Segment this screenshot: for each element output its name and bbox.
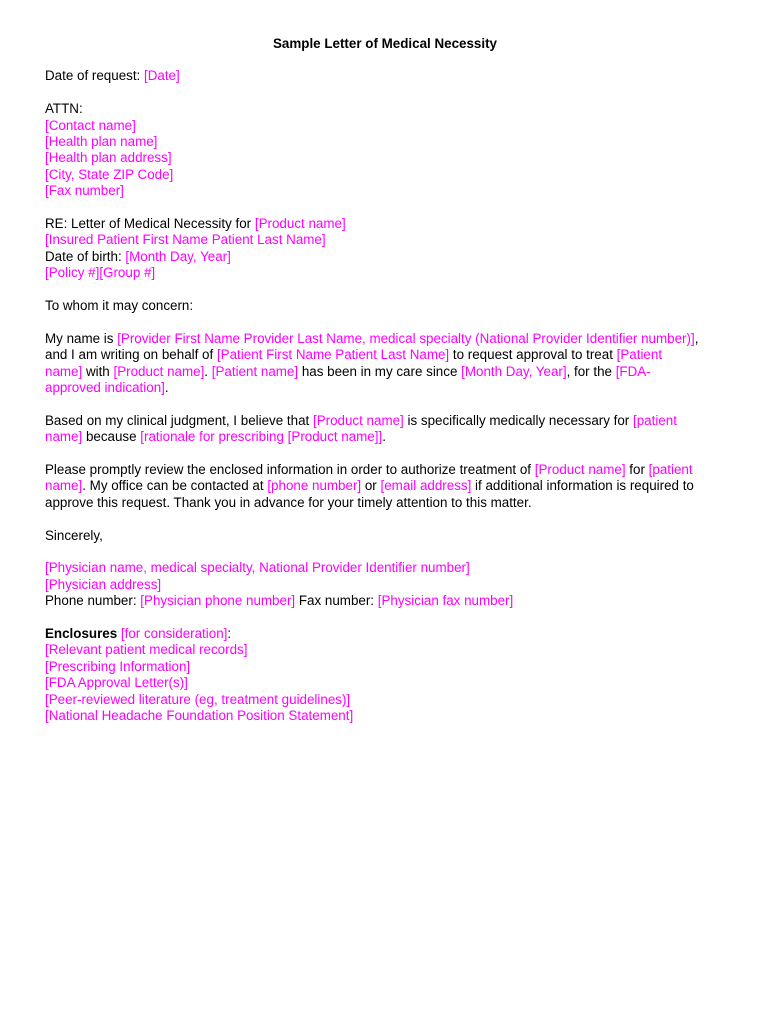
date-placeholder: [Date] [144, 68, 180, 84]
closing-text: Sincerely, [45, 527, 103, 543]
fda-indication-placeholder: [FDA- [615, 363, 651, 379]
re-product-placeholder: [Product name] [254, 216, 346, 232]
phone-label: Phone number: [45, 593, 141, 609]
paragraph-request [45, 462, 725, 511]
product-name-placeholder: [Product name] [312, 412, 404, 428]
attn-label: ATTN: [45, 101, 83, 117]
para1-text: . [164, 380, 169, 396]
fax-label: Fax number: [295, 593, 378, 609]
dob-label: Date of birth: [45, 248, 126, 264]
para1-text: . [204, 363, 212, 379]
enclosures-label: Enclosures [45, 626, 118, 642]
para1-text: My name is [45, 330, 118, 346]
insured-patient-placeholder: [Insured Patient First Name Patient Last Name] [45, 232, 326, 248]
date-of-request [45, 68, 725, 84]
physician-name-placeholder: [Physician name, medical specialty, National Provider Identifier number] [45, 560, 470, 576]
para3-text: for [625, 462, 649, 478]
patient-name-placeholder: [patient [648, 462, 693, 478]
physician-fax-placeholder: [Physician fax number] [377, 593, 514, 609]
para2-text: Based on my clinical judgment, I believe that [45, 412, 313, 428]
letter-document [45, 36, 725, 741]
paragraph-introduction [45, 331, 725, 397]
enclosure-item: [Relevant patient medical records] [45, 642, 248, 658]
health-plan-address-placeholder: [Health plan address] [45, 150, 172, 166]
para2-text: because [82, 429, 141, 445]
care-date-placeholder: [Month Day, Year] [461, 363, 567, 379]
patient-name-placeholder: [Patient [616, 347, 663, 363]
email-address-placeholder: [email address] [380, 478, 472, 494]
para1-text: and I am writing on behalf of [45, 347, 217, 363]
patient-name-placeholder: name] [45, 429, 83, 445]
signature-block [45, 560, 725, 609]
para1-text: , for the [566, 363, 616, 379]
date-label: Date of request: [45, 68, 144, 84]
para3-text: approve this request. Thank you in advance for your timely attention to this matter. [45, 494, 532, 510]
document-title: Sample Letter of Medical Necessity [272, 36, 497, 51]
greeting-text: To whom it may concern: [45, 298, 194, 314]
para2-text: is specifically medically necessary for [403, 412, 633, 428]
para1-text: to request approval to treat [449, 347, 617, 363]
paragraph-judgment [45, 413, 725, 446]
patient-name-placeholder: [Patient First Name Patient Last Name] [216, 347, 450, 363]
re-block [45, 216, 725, 282]
patient-name-placeholder: [Patient name] [211, 363, 299, 379]
para2-text: . [382, 429, 386, 445]
physician-address-placeholder: [Physician address] [45, 576, 162, 592]
patient-name-placeholder: name] [45, 478, 83, 494]
fda-indication-placeholder: approved indication] [45, 380, 165, 396]
enclosures-block [45, 626, 725, 724]
re-label: RE: Letter of Medical Necessity for [45, 216, 255, 232]
para1-text: has been in my care since [298, 363, 462, 379]
product-name-placeholder: [Product name] [113, 363, 205, 379]
para3-text: or [361, 478, 381, 494]
physician-phone-placeholder: [Physician phone number] [140, 593, 296, 609]
enclosures-colon: : [227, 626, 232, 642]
enclosure-item: [Prescribing Information] [45, 658, 191, 674]
para3-text: . My office can be contacted at [82, 478, 268, 494]
enclosure-item: [FDA Approval Letter(s)] [45, 675, 188, 691]
para1-text: with [82, 363, 114, 379]
para3-text: if additional information is required to [471, 478, 694, 494]
rationale-placeholder: [rationale for prescribing [Product name]] [140, 429, 383, 445]
enclosure-item: [National Headache Foundation Position Statement] [45, 708, 354, 724]
health-plan-name-placeholder: [Health plan name] [45, 134, 158, 150]
dob-placeholder: [Month Day, Year] [125, 248, 231, 264]
greeting [45, 298, 725, 314]
fax-number-placeholder: [Fax number] [45, 183, 124, 199]
attn-block [45, 101, 725, 199]
closing [45, 528, 725, 544]
para1-text: , [694, 330, 699, 346]
enclosures-note: [for consideration] [117, 626, 228, 642]
policy-group-placeholder: [Policy #][Group #] [45, 265, 156, 281]
provider-placeholder: [Provider First Name Provider Last Name, medical specialty (National Provider Identifier number)] [117, 330, 695, 346]
product-name-placeholder: [Product name] [534, 462, 626, 478]
patient-name-placeholder: name] [45, 363, 83, 379]
contact-name-placeholder: [Contact name] [45, 117, 136, 133]
enclosure-item: [Peer-reviewed literature (eg, treatment guidelines)] [45, 691, 351, 707]
phone-number-placeholder: [phone number] [267, 478, 362, 494]
patient-name-placeholder: [patient [633, 412, 677, 428]
city-state-zip-placeholder: [City, State ZIP Code] [45, 166, 174, 182]
para3-text: Please promptly review the enclosed information in order to authorize treatment of [45, 462, 535, 478]
